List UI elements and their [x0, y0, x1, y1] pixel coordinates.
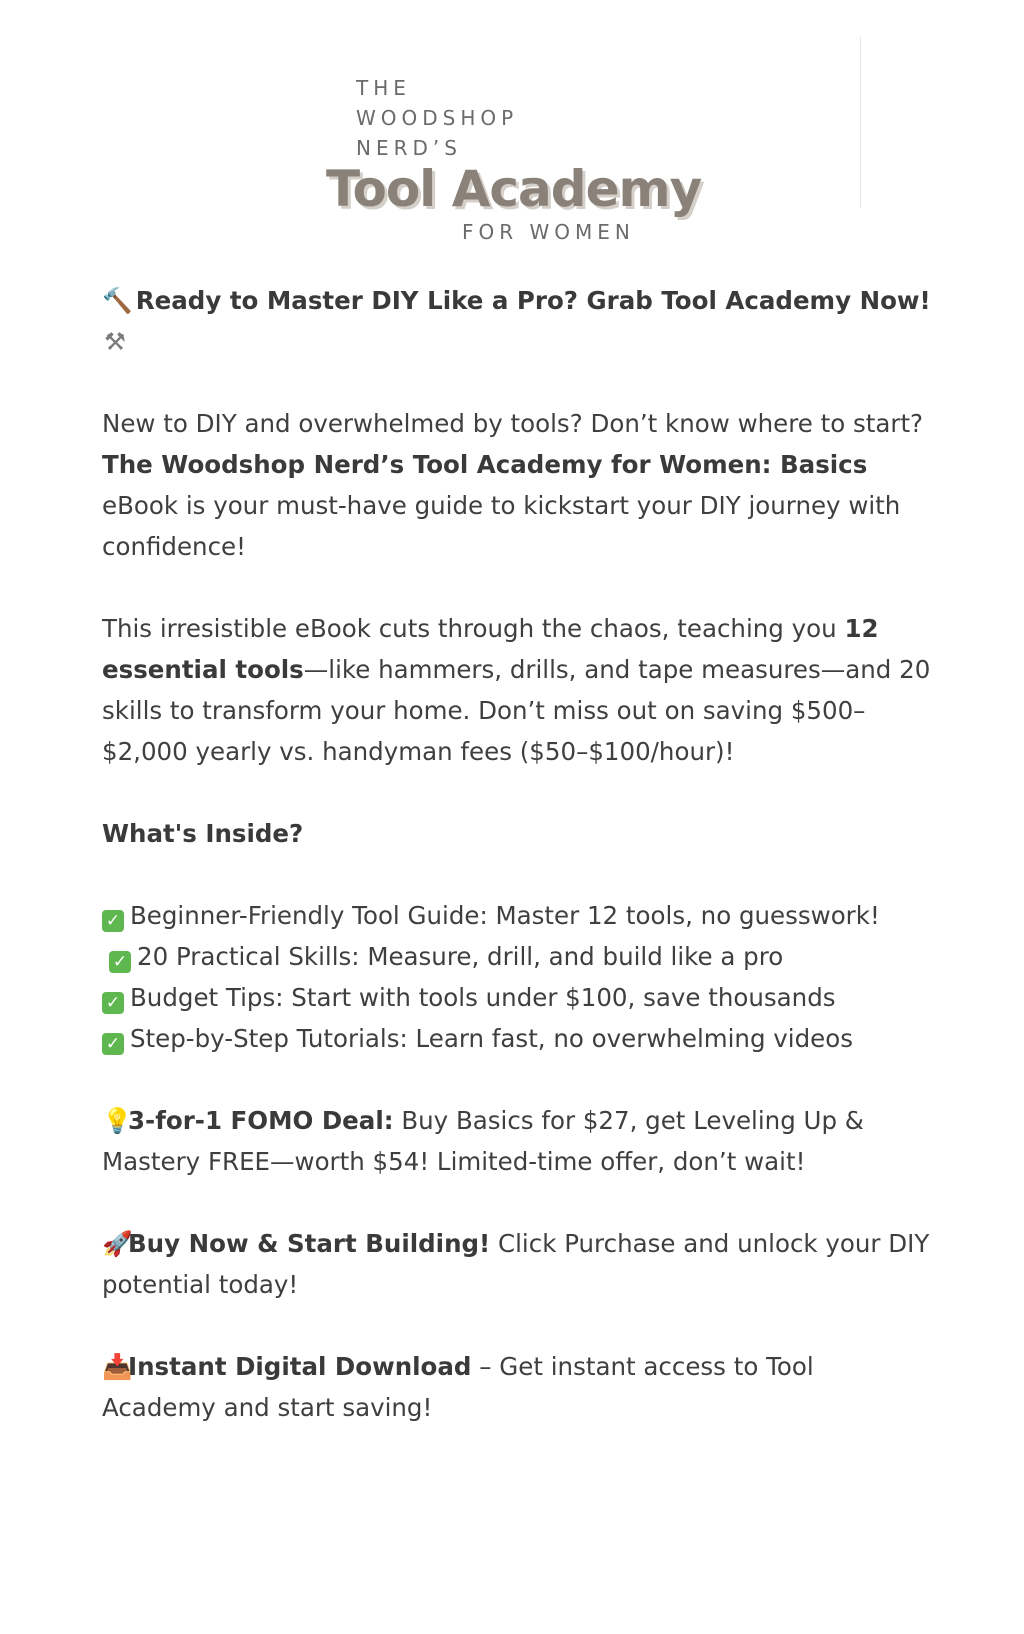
pitch-bold: 12 essential tools	[102, 614, 879, 684]
inside-list	[102, 895, 932, 1059]
deal-paragraph	[102, 1100, 932, 1182]
deal-bold: 3-for-1 FOMO Deal:	[128, 1106, 394, 1135]
list-item	[102, 977, 932, 1018]
lightbulb-icon: 💡	[102, 1106, 133, 1135]
pitch-paragraph	[102, 608, 932, 772]
rocket-icon: 🚀	[102, 1229, 133, 1258]
buy-paragraph	[102, 1223, 932, 1305]
list-item	[102, 1018, 932, 1059]
headline-text: Ready to Master DIY Like a Pro? Grab Tool Academy Now!	[135, 286, 931, 315]
download-text: – Get instant access to Tool Academy and start saving!	[102, 1352, 814, 1422]
logo-line-woodshop: WOODSHOP	[356, 106, 519, 130]
logo-subtitle: FOR WOMEN	[462, 220, 635, 244]
intro-paragraph	[102, 403, 932, 567]
inbox-tray-icon: 📥	[102, 1352, 133, 1381]
pitch-text-2: —like hammers, drills, and tape measures—and 20 skills to transform your home. Don’t miss out on saving $500–$2,000 yearly vs. handyman fees ($50–$100/hour)!	[102, 655, 931, 766]
list-item	[102, 936, 932, 977]
list-item-text: 20 Practical Skills: Measure, drill, and build like a pro	[137, 942, 784, 971]
hammer-and-wrench-icon: ⚒	[104, 327, 126, 356]
download-bold: Instant Digital Download	[128, 1352, 472, 1381]
hammer-icon: 🔨	[102, 286, 133, 315]
headline	[102, 280, 932, 362]
logo-line-the: THE	[356, 76, 411, 100]
logo-line-nerds: NERD’S	[356, 136, 462, 160]
tool-academy-logo	[326, 72, 706, 252]
list-item-text: Budget Tips: Start with tools under $100, save thousands	[130, 983, 836, 1012]
check-icon: ✓	[109, 951, 131, 973]
download-paragraph	[102, 1346, 932, 1428]
intro-text-2: eBook is your must-have guide to kickstart your DIY journey with confidence!	[102, 491, 901, 561]
vertical-divider	[860, 36, 861, 208]
buy-text: Click Purchase and unlock your DIY potential today!	[102, 1229, 930, 1299]
check-icon: ✓	[102, 910, 124, 932]
product-description	[102, 280, 932, 1469]
intro-bold: The Woodshop Nerd’s Tool Academy for Women: Basics	[102, 450, 868, 479]
buy-bold: Buy Now & Start Building!	[128, 1229, 491, 1258]
list-item-text: Beginner-Friendly Tool Guide: Master 12 tools, no guesswork!	[130, 901, 880, 930]
logo-title: Tool Academy	[326, 160, 702, 218]
check-icon: ✓	[102, 1033, 124, 1055]
list-item-text: Step-by-Step Tutorials: Learn fast, no overwhelming videos	[130, 1024, 853, 1053]
inside-heading-text: What's Inside?	[102, 819, 304, 848]
deal-text: Buy Basics for $27, get Leveling Up & Mastery FREE—worth $54! Limited-time offer, don’t wait!	[102, 1106, 864, 1176]
intro-text-1: New to DIY and overwhelmed by tools? Don’t know where to start?	[102, 409, 924, 438]
check-icon: ✓	[102, 992, 124, 1014]
inside-heading	[102, 813, 932, 854]
pitch-text-1: This irresistible eBook cuts through the chaos, teaching you	[102, 614, 845, 643]
list-item	[102, 895, 932, 936]
